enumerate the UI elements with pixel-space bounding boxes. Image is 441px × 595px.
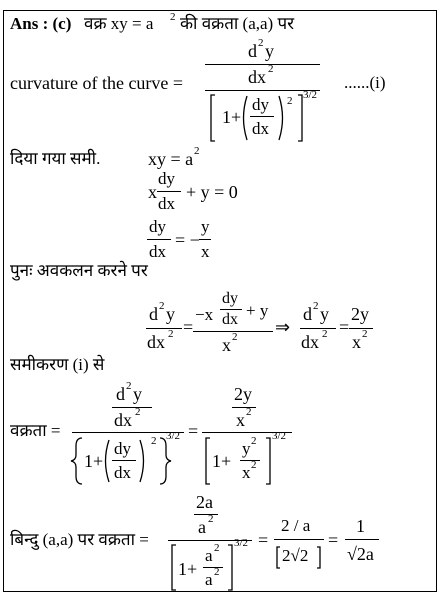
point-a-den: a — [205, 570, 213, 589]
point-eq2: = — [328, 530, 339, 550]
curv-r-one: 1+ — [212, 451, 232, 471]
point-a-den-sup: 2 — [214, 566, 220, 578]
diff2-x: x — [201, 242, 210, 261]
f1-den: dx — [248, 67, 266, 87]
f1-inner-pow: 2 — [287, 95, 293, 107]
point-pow: 3/2 — [234, 537, 249, 549]
curv-outer-pow: 3/2 — [166, 430, 181, 442]
point-num: 2a — [196, 492, 213, 512]
curv-num: d — [116, 384, 125, 404]
f1-one: 1+ — [222, 107, 242, 127]
sd-eq: = — [183, 317, 194, 337]
point-label: बिन्दु (a,a) पर वक्रता = — [10, 530, 149, 549]
point-mid-num: 2 / a — [281, 516, 311, 535]
given-eq-sup: 2 — [194, 145, 200, 157]
diff1-x: x — [148, 182, 157, 202]
point-one: 1+ — [178, 559, 198, 579]
sd-lhs-den-sup: 2 — [168, 328, 174, 340]
curv-num-y: y — [133, 384, 142, 404]
curv-label: वक्रता = — [10, 421, 61, 440]
diff1-dx: dx — [158, 194, 175, 213]
sd-rhs-post: + y — [246, 301, 269, 320]
point-a-num: a — [205, 546, 213, 565]
sd-res-num-y: y — [320, 304, 329, 324]
sd-res-rhs-den-sup: 2 — [362, 328, 368, 340]
diff2-dx: dx — [149, 242, 166, 261]
f1-num-sup: 2 — [258, 37, 264, 49]
answer-title: वक्र xy = a — [84, 14, 154, 33]
diff1-dy: dy — [158, 169, 175, 188]
diff2-dy: dy — [149, 217, 166, 236]
curv-r-pow: 3/2 — [272, 430, 287, 442]
curv-den: dx — [114, 410, 132, 430]
curv-inner-num: dy — [114, 439, 131, 458]
f1-den-sup: 2 — [268, 63, 274, 75]
sd-lhs-den: dx — [147, 332, 165, 352]
curv-num-sup: 2 — [126, 380, 132, 392]
curv-r-num-den: x — [236, 410, 245, 430]
equation-tag: ......(i) — [344, 73, 386, 92]
sd-rhs-den-sup: 2 — [232, 331, 238, 343]
point-mid-den: 2√2 — [282, 546, 309, 565]
point-res-num: 1 — [356, 516, 365, 536]
point-a-num-sup: 2 — [214, 542, 220, 554]
sd-lhs-num-sup: 2 — [159, 300, 165, 312]
sd-rhs-pre: −x — [195, 305, 214, 324]
given-label: दिया गया समी. — [10, 149, 101, 168]
curv-r-y: y — [242, 439, 251, 458]
point-res-den: √2a — [347, 544, 374, 564]
f1-inner-num: dy — [252, 95, 269, 114]
given-eq: xy = a — [148, 149, 194, 169]
curv-inner-pow: 2 — [151, 435, 157, 447]
sd-res-rhs-den: x — [352, 332, 361, 352]
point-num-den: a — [198, 517, 206, 537]
curv-one: 1+ — [84, 451, 104, 471]
sd-res-rhs-num: 2y — [351, 304, 369, 324]
answer-title-rest: की वक्रता (a,a) पर — [180, 14, 295, 33]
curv-r-y-sup: 2 — [251, 435, 257, 447]
curv-inner-den: dx — [114, 463, 131, 482]
diff1-rest: + y = 0 — [186, 182, 238, 202]
f1-outer-pow: 3/2 — [303, 89, 318, 101]
curv-r-num-den-sup: 2 — [246, 406, 252, 418]
sd-lhs-num-y: y — [166, 304, 175, 324]
sd-rhs-den: x — [222, 335, 231, 355]
f1-inner-den: dx — [252, 119, 269, 138]
sd-lhs-num: d — [149, 304, 158, 324]
diff2-y: y — [201, 217, 210, 236]
sd-res-den-sup: 2 — [322, 328, 328, 340]
f1-num: d — [248, 41, 257, 61]
curv-r-num: 2y — [234, 384, 252, 404]
curv-eq: = — [188, 421, 199, 441]
sd-rhs-dy: dy — [222, 290, 238, 307]
sd-res-num: d — [303, 304, 312, 324]
sd-res-den: dx — [301, 332, 319, 352]
implies-arrow: ⇒ — [275, 317, 291, 337]
sd-rhs-dx: dx — [222, 311, 238, 328]
from-eq-label: समीकरण (i) से — [10, 355, 105, 374]
point-eq1: = — [258, 530, 269, 550]
sd-res-eq: = — [339, 317, 350, 337]
again-label: पुनः अवकलन करने पर — [10, 261, 148, 280]
f1-num-y: y — [265, 41, 274, 61]
answer-label: Ans : (c) — [10, 14, 72, 33]
curv-r-x-sup: 2 — [251, 459, 257, 471]
answer-title-sup: 2 — [170, 11, 176, 23]
diff2-eq: = − — [175, 230, 200, 250]
curv-den-sup: 2 — [135, 406, 141, 418]
point-num-den-sup: 2 — [208, 513, 214, 525]
sd-res-num-sup: 2 — [313, 300, 319, 312]
curvature-lead: curvature of the curve = — [10, 73, 184, 93]
curv-r-x: x — [242, 463, 251, 482]
